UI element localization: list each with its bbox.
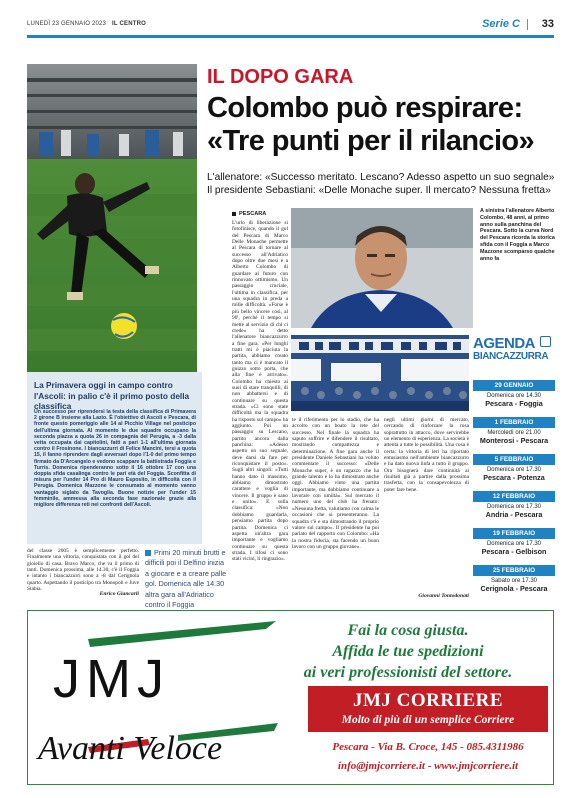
quote-text: Primi 20 minuti brutti e difficili poi il Delfino inizia a giocare e a creare palle gol. Domenica alle 14.30 altra gara all'Adriatico contro il Foggia <box>145 548 227 610</box>
agenda-time: Domenica ore 17.30 <box>486 467 542 473</box>
jmj-logo-script: Avanti Veloce <box>38 730 223 767</box>
agenda-date: 25 FEBBRAIO <box>473 565 555 576</box>
subhead-line-2: Il presidente Sebastiani: «Delle Monache super. Il mercato? Nessuna fretta» <box>207 185 551 196</box>
ad-slogan-line: Affida le tue spedizioni <box>332 643 484 660</box>
article-kicker: IL DOPO GARA <box>207 66 354 88</box>
article-column-1: L'urlo di liberazione si fotofinisce, quando il gol del Pescara di Marco Delle Monache permette al Pescara di tornare al successo all'Adriatico dopo oltre due mesi e a Alberto Colombo di guardare al futuro con rinnovato ottimismo. Un passaggio cruciale, l'ultima in classifica, per una squadra in preda a mille difficoltà. «Forse è più bello vincere così, al 90', perché il tempo si mette al servizio di chi ci crede» ha detto l'allenatore biancazzurro a fine gara. «Per lunghi tratti mi è piaciuta la partita, abbiamo creato tanto ma ci è mancato il guizzo sotto porta, che alla fine è arrivato». Colombo ha chiesto ai suoi di stare tranquilli, di non abbattersi e di continuare su questa strada. «Ci sono state difficoltà ma la squadra ha risposto sul campo» ha aggiunto. Poi un passaggio su Lescano, partito ancora dalla panchina: «Adesso aspetto un suo segnale, deve darsi da fare per riconquistare il posto». Sugli altri singoli: «Tutti hanno dato il massimo, abbiamo dimostrato carattere e voglia di vincere. Il gruppo è sano e unito». E sulla classifica: «Non dobbiamo guardarla, pensiamo partita dopo partita. Domenica ci aspetta un'altra gara importante e vogliamo continuare su questa strada. I tifosi ci sono stati vicini, li ringrazio». <box>232 220 288 563</box>
ad-company-name: JMJ CORRIERE <box>352 690 504 711</box>
byline-square-icon <box>232 212 236 216</box>
match-action-photo <box>27 64 197 372</box>
headline-line-1: Colombo può respirare: <box>207 92 523 124</box>
agenda-time: Mercoledì ore 21.00 <box>487 430 541 436</box>
coach-portrait-photo <box>291 208 473 328</box>
paper-name: IL CENTRO <box>111 21 147 27</box>
agenda-date: 1 FEBBRAIO <box>473 417 555 428</box>
agenda-date: 12 FEBBRAIO <box>473 491 555 502</box>
ad-slogan-line: ai veri professionisti del settore. <box>303 664 513 681</box>
agenda-item <box>473 417 555 445</box>
agenda-time: Sabato ore 17.30 <box>490 578 538 584</box>
match-photo-illustration <box>27 64 197 372</box>
agenda-match: Cerignola - Pescara <box>480 584 548 593</box>
article-column-2: te il riferimento per lo stadio, che ha accolto con un boato la rete del successo. Nel finale la squadra ha saputo soffrire e difendere il risultato, mostrando compattezza e determinazione. A fine gara anche il presidente Daniele Sebastiani ha voluto commentare il successo: «Delle Monache super, è un ragazzo che ha grande talento e lo ha dimostrato anche oggi. Abbiamo vinto una partita importante, ma dobbiamo continuare a lavorare con umiltà». Sul mercato il numero uno del club ha frenato: «Nessuna fretta, valutiamo con calma le occasioni che si presenteranno. La squadra c'è e sta dimostrando il proprio valore sul campo». Il presidente ha poi parlato del rapporto con Colombo: «Ha la nostra fiducia, sta facendo un buon lavoro con un gruppo giovane». <box>292 417 379 550</box>
jmj-logo-text: JMJ <box>53 649 170 709</box>
agenda-item <box>473 565 555 593</box>
youth-team-box <box>27 372 202 544</box>
agenda-date: 29 GENNAIO <box>473 380 555 391</box>
agenda-match: Pescara - Foggia <box>485 399 543 408</box>
agenda-match: Andria - Pescara <box>485 510 543 519</box>
fans-banner-photo <box>291 335 469 411</box>
left-column-text: del classe 2005 è semplicemente perfetto. Finalmente una vittoria, conquistata con il gol del gioiello di casa. Bravo Marco, che va il primo di tanti. Domenica prossima, alle 14.30, c'è il Foggia e intanto i biancazzurri sono a -8 dal Cerignola quarto. Aspettando il posticipo tra Monopoli e Juve Stabia. <box>27 548 139 593</box>
header-rule <box>27 35 554 38</box>
pull-quote <box>145 548 227 610</box>
ad-address: Pescara - Via B. Croce, 145 - 085.4311986 <box>332 741 524 753</box>
column-3-author: Giovanni Tontodonati <box>418 593 469 599</box>
ad-company-band <box>308 686 548 732</box>
page-number: 33 <box>541 18 554 30</box>
agenda-match: Monterosi - Pescara <box>479 436 549 445</box>
ad-website[interactable]: info@jmjcorriere.it - www.jmjcorriere.it <box>337 760 519 772</box>
youth-box-title: La Primavera oggi in campo contro l'Ascoli: in palio c'è il primo posto della classifica <box>34 380 190 411</box>
date-text: LUNEDÌ 23 GENNAIO 2023 <box>27 21 107 27</box>
article-subhead <box>207 171 557 197</box>
subhead-line-1: L'allenatore: «Successo meritato. Lescano? Adesso aspetto un suo segnale» <box>207 172 555 183</box>
header-date <box>27 21 146 27</box>
ad-tagline: Molto di più di un semplice Corriere <box>341 714 515 726</box>
ad-slogan-line: Fai la cosa giusta. <box>347 622 469 639</box>
agenda-title-text: AGENDA <box>473 335 535 352</box>
article-column-3: negli ultimi giorni di mercato, cercando di rinforzare la rosa soprattutto in attacco, dove servirebbe un elemento di esperienza. La società è attenta a tutte le possibilità. Una cosa è certa: la vittoria di ieri ha riportato entusiasmo nell'ambiente biancazzurro e ha dato nuova linfa a tutto il gruppo. Ora bisognerà dare continuità ai risultati già a partire dalla prossima trasferta, con la consapevolezza di poter fare bene. <box>384 417 469 493</box>
agenda-time: Domenica ore 17.30 <box>486 541 542 547</box>
agenda-title <box>473 336 555 351</box>
agenda-subtitle: BIANCAZZURRA <box>473 351 549 362</box>
quote-square-icon <box>145 550 151 556</box>
page-separator <box>527 19 528 30</box>
byline-text: PESCARA <box>239 211 267 217</box>
advertisement-jmj-corriere[interactable] <box>27 610 554 785</box>
coach-portrait-illustration <box>291 208 473 328</box>
article-headline <box>207 92 557 158</box>
agenda-item <box>473 380 555 408</box>
agenda-date: 19 FEBBRAIO <box>473 528 555 539</box>
ad-contact <box>308 738 548 776</box>
left-column-author: Enrico Giancarli <box>99 591 139 597</box>
agenda-time: Domenica ore 17.30 <box>486 504 542 510</box>
section-name: Serie C <box>482 18 520 30</box>
agenda-panel <box>473 336 555 604</box>
agenda-match: Pescara - Gelbison <box>481 547 547 556</box>
calendar-icon <box>540 336 551 347</box>
agenda-date: 5 FEBBRAIO <box>473 454 555 465</box>
ad-slogan <box>263 620 553 683</box>
agenda-time: Domenica ore 14.30 <box>486 393 542 399</box>
agenda-item <box>473 528 555 556</box>
headline-line-2: «Tre punti per il rilancio» <box>207 125 535 157</box>
photo-caption: A sinistra l'allenatore Alberto Colombo, 48 anni, al primo anno sulla panchina del Pescara. Sotto la curva Nord del Pescara ricorda la storica sfida con il Foggia a Marco Mazzone scomparso qualche anno fa <box>480 208 555 262</box>
agenda-item <box>473 491 555 519</box>
agenda-match: Pescara - Potenza <box>483 473 545 482</box>
fans-photo-illustration <box>291 335 469 411</box>
youth-box-text: Un successo per riprendersi la testa della classifica di Primavera 2 girone B insieme alla Lazio. È l'obiettivo di Ascoli e Pescara, di fronte questo pomeriggio alle 14 al Picchio Village nel posticipo dell'ultima giornata. Al momento le due squadre occupano la seconda piazza a quota 26 in compagnia del Perugia, a -3 dalla vetta occupata dai capitolini, fatti a pari 1-1 all'ultima giornata contro il Frosinone. I biancazzurri di Felice Mancini, tersi a quota 15, il fanno riprendere dagli avversari dopo l'1-0 del primo tempo firmato da D'Arcangelo e vedono scappare la battistrada Foggia e Turris. Domenica ripenderanno sotto il 16 ottobre 17 con una doppia sfida casalinga contro le pari età del Foggia. Sconfitta di misura per l'under 14 Pro di Mauro Esposito, in difficoltà con il Perugia. Domenica Mazzone le consumato al momento vanno vantaggio siglato da Tavoglia. Buone notizie per l'under 15 femminile, ammessa alla seconda fase nazionale grazie alla migliore differenza reti nei confronti dell'Ascoli. <box>34 409 196 509</box>
article-byline <box>232 211 266 217</box>
agenda-item <box>473 454 555 482</box>
